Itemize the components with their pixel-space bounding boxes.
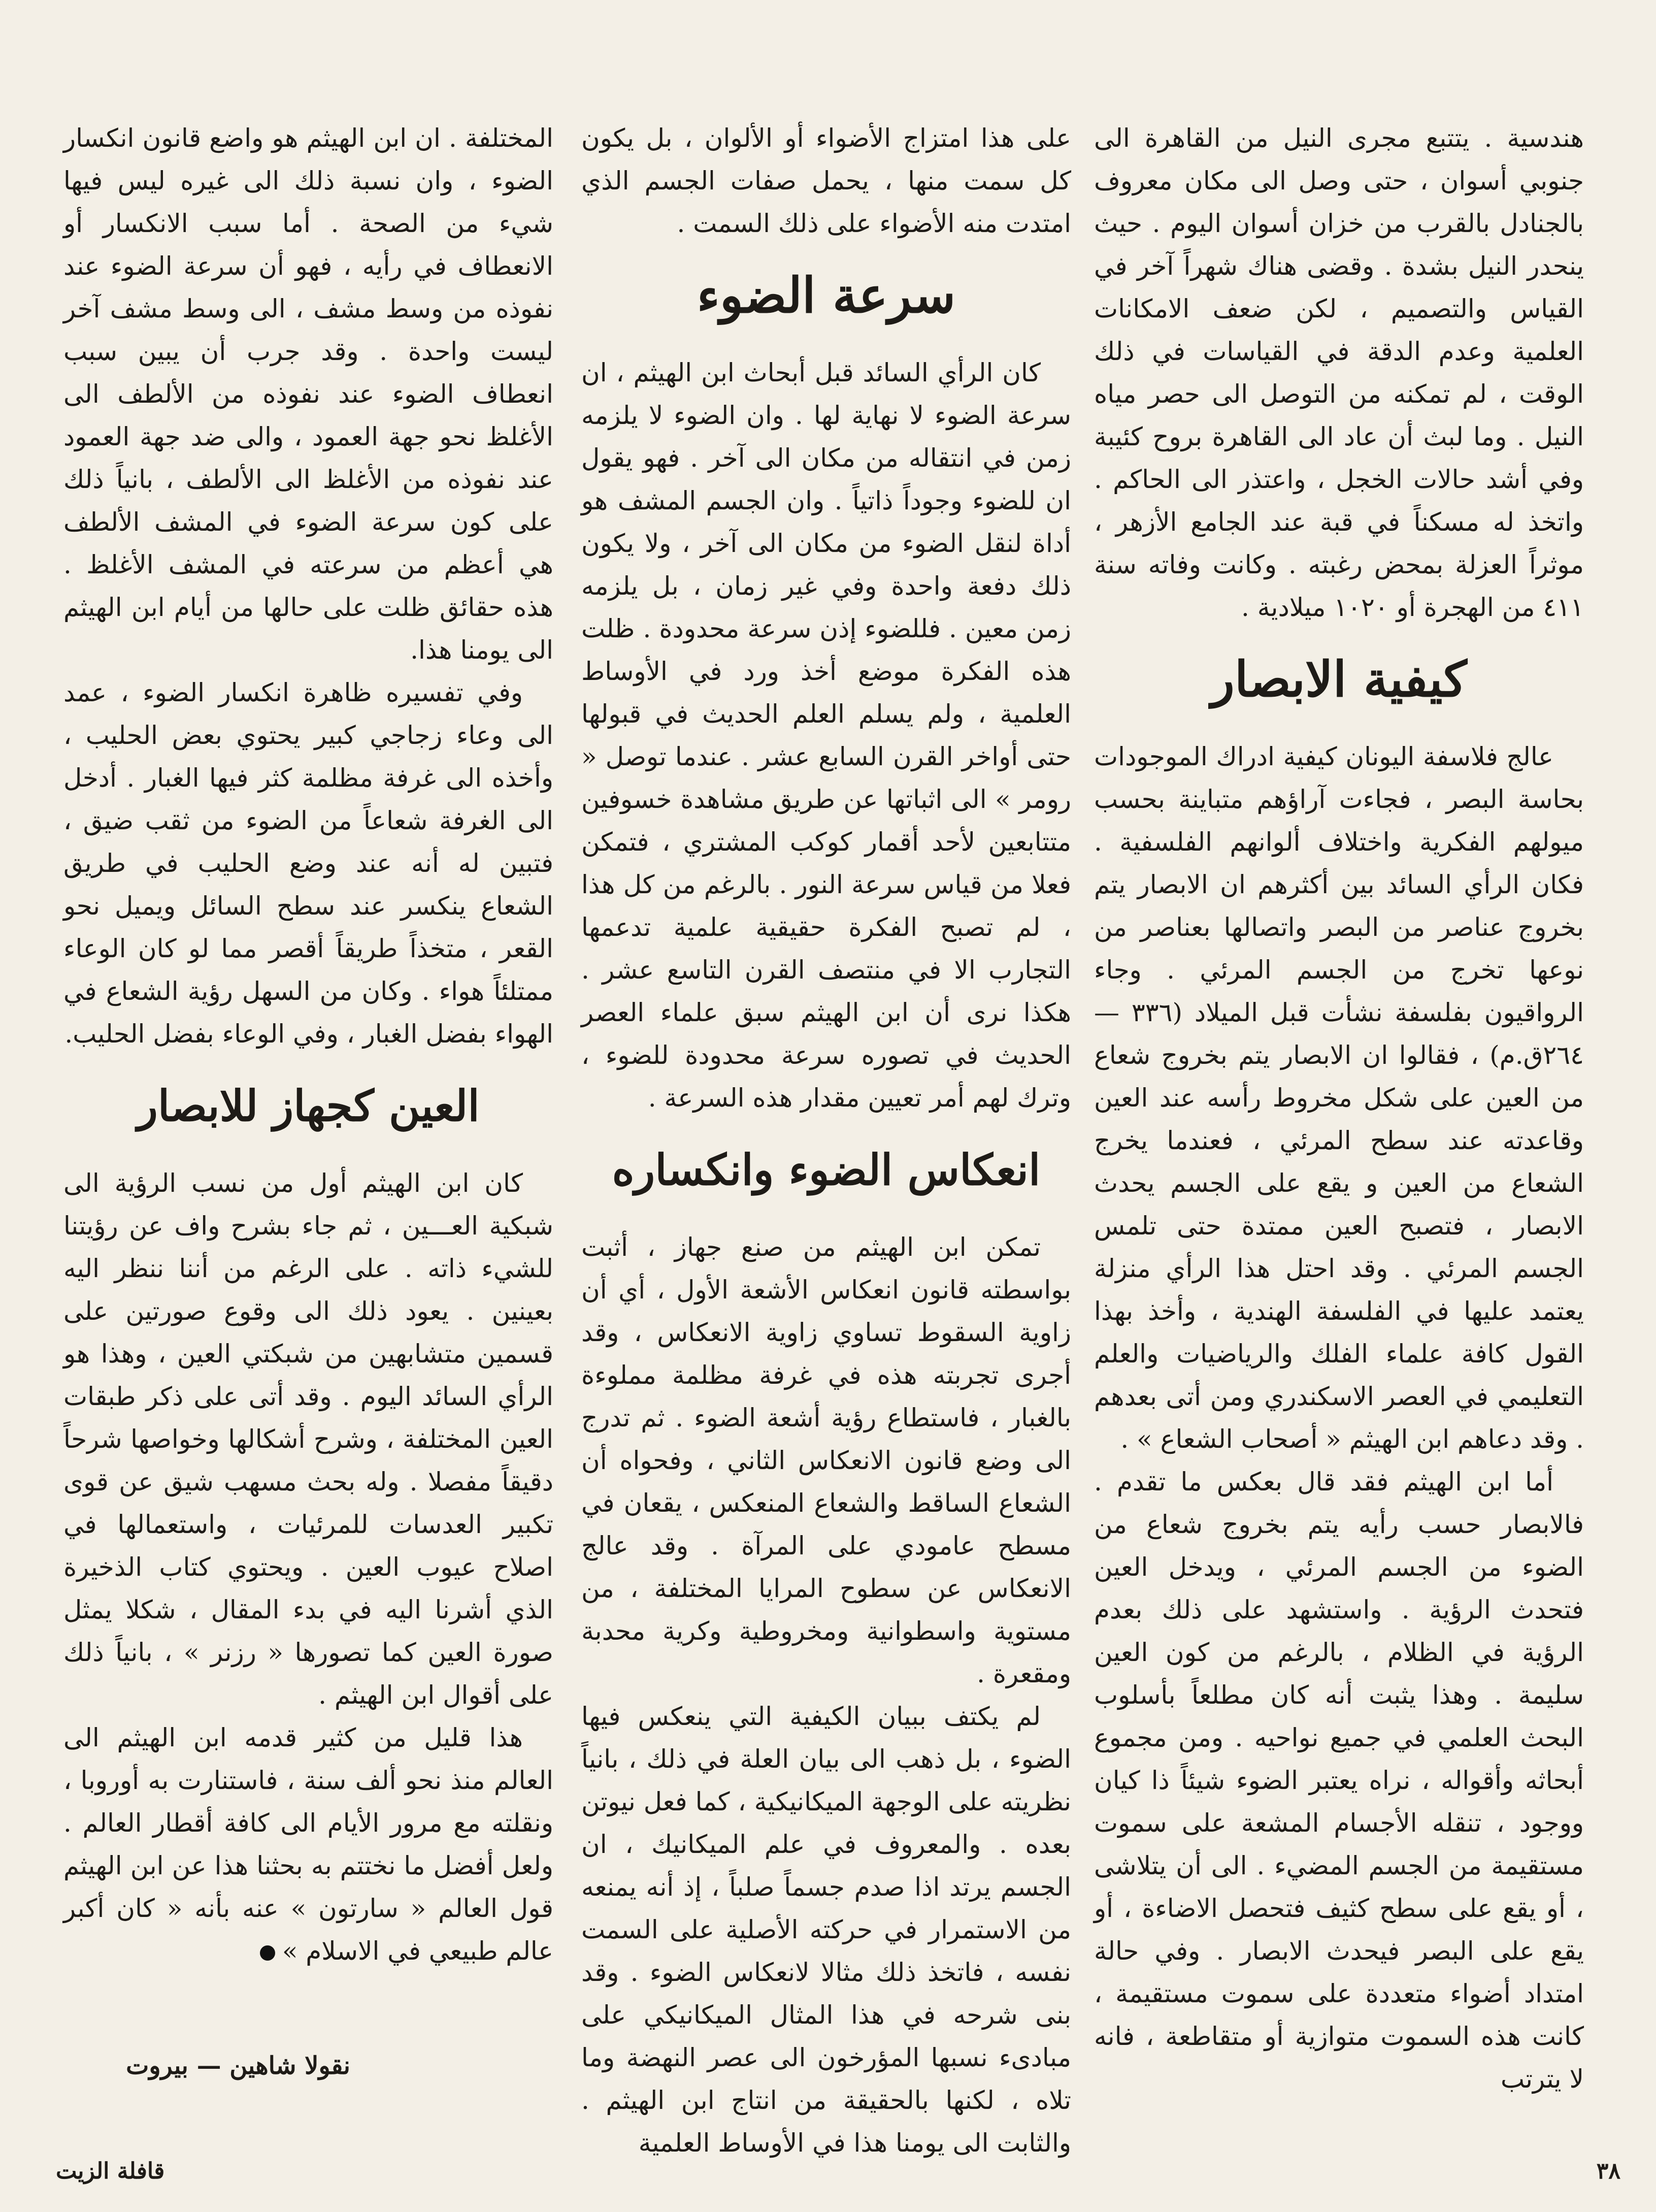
paragraph: لم يكتف ببيان الكيفية التي ينعكس فيها الضوء ، بل ذهب الى بيان العلة في ذلك ، بانياً نظريته على الوجهة الميكانيكية ، كما فعل نيوتن بعده . والمعروف في علم الميكانيك ، ان الجسم يرتد اذا صدم جسماً صلباً ، إذ أنه يمنعه من الاستمرار في حركته الأصلية على السمت نفسه ، فاتخذ ذلك مثالا لانعكاس الضوء . وقد بنى شرحه في هذا المثال الميكانيكي على مبادىء نسبها المؤرخون الى عصر النهضة وما تلاه ، لكنها بالحقيقة من انتاج ابن الهيثم . والثابت الى يومنا هذا في الأوساط العلمية	[581, 1702, 1071, 2158]
paragraph: تمكن ابن الهيثم من صنع جهاز ، أثبت بواسطته قانون انعكاس الأشعة الأول ، أي أن زاوية السقوط تساوي زاوية الانعكاس ، وقد أجرى تجربته هذه في غرفة مظلمة مملوءة بالغبار ، فاستطاع رؤية أشعة الضوء . ثم تدرج الى وضع قانون الانعكاس الثاني ، وفحواه أن الشعاع الساقط والشعاع المنعكس ، يقعان في مسطح عامودي على المرآة . وقد عالج الانعكاس عن سطوح المرايا المختلفة ، من مستوية واسطوانية ومخروطية وكرية محدبة ومقعرة .	[581, 1232, 1071, 1688]
section-heading: كيفية الابصار	[1211, 650, 1467, 708]
end-of-article-icon	[260, 1945, 275, 1961]
magazine-name: قافلة الزيت	[56, 2158, 165, 2184]
paragraph: كان ابن الهيثم أول من نسب الرؤية الى شبكية العـــين ، ثم جاء بشرح واف عن رؤيتنا للشيء ذاته . على الرغم من أننا ننظر اليه بعينين . يعود ذلك الى وقوع صورتين على قسمين متشابهين من شبكتي العين ، وهذا هو الرأي السائد اليوم . وقد أتى على ذكر طبقات العين المختلفة ، وشرح أشكالها وخواصها شرحاً دقيقاً مفصلا . وله بحث مسهب شيق عن قوى تكبير العدسات للمرئيات ، واستعمالها في اصلاح عيوب العين . ويحتوي كتاب الذخيرة الذي أشرنا اليه في بدء المقال ، شكلا يمثل صورة العين كما تصورها « رزنر » ، بانياً ذلك على أقوال ابن الهيثم .	[63, 1168, 553, 1710]
paragraph: عالج فلاسفة اليونان كيفية ادراك الموجودات بحاسة البصر ، فجاءت آراؤهم متباينة بحسب ميولهم الفكرية واختلاف ألوانهم الفلسفية . فكان الرأي السائد بين أكثرهم ان الابصار يتم بخروج عناصر من البصر واتصالها بعناصر من نوعها تخرج من الجسم المرئي . وجاء الرواقيون بفلسفة نشأت قبل الميلاد (٣٣٦ — ٢٦٤ق.م) ، فقالوا ان الابصار يتم بخروج شعاع من العين على شكل مخروط رأسه عند العين وقاعدته عند سطح المرئي ، فعندما يخرج الشعاع من العين و يقع على الجسم يحدث الابصار ، فتصبح العين ممتدة حتى تلمس الجسم المرئي . وقد احتل هذا الرأي منزلة يعتمد عليها في الفلسفة الهندية ، وأخذ بهذا القول كافة علماء الفلك والرياضيات والعلم التعليمي في العصر الاسكندري ومن أتى بعدهم . وقد دعاهم ابن الهيثم « أصحاب الشعاع » .	[1094, 742, 1584, 1454]
paragraph-text: هذا قليل من كثير قدمه ابن الهيثم الى العالم منذ نحو ألف سنة ، فاستنارت به أوروبا ، ونقلته مع مرور الأيام الى كافة أقطار العالم . ولعل أفضل ما نختتم به بحثنا هذا عن ابن الهيثم قول العالم « سارتون » عنه بأنه « كان أكبر عالم طبيعي في الاسلام »	[63, 1723, 553, 1966]
section-heading: العين كجهاز للابصار	[137, 1081, 480, 1131]
page-number: ٣٨	[1596, 2158, 1620, 2184]
paragraph	[63, 1716, 553, 1972]
article-column-left	[63, 117, 553, 1972]
article-column-middle	[581, 117, 1071, 2164]
article-column-right	[1094, 117, 1584, 2100]
paragraph: أما ابن الهيثم فقد قال بعكس ما تقدم . فالابصار حسب رأيه يتم بخروج شعاع من الضوء من الجسم المرئي ، ويدخل العين فتحدث الرؤية . واستشهد على ذلك بعدم الرؤية في الظلام ، بالرغم من كون العين سليمة . وهذا يثبت أنه كان مطلعاً بأسلوب البحث العلمي في جميع نواحيه . ومن مجموع أبحاثه وأقواله ، نراه يعتبر الضوء شيئاً ذا كيان ووجود ، تنقله الأجسام المشعة على سموت مستقيمة من الجسم المضيء . الى أن يتلاشى ، أو يقع على سطح كثيف فتحصل الاضاءة ، أو يقع على البصر فيحدث الابصار . وفي حالة امتداد أضواء متعددة على سموت مستقيمة ، كانت هذه السموت متوازية أو متقاطعة ، فانه لا يترتب	[1094, 1467, 1584, 2094]
paragraph: كان الرأي السائد قبل أبحاث ابن الهيثم ، ان سرعة الضوء لا نهاية لها . وان الضوء لا يلزمه زمن في انتقاله من مكان الى آخر . فهو يقول ان للضوء وجوداً ذاتياً . وان الجسم المشف هو أداة لنقل الضوء من مكان الى آخر ، ولا يكون ذلك دفعة واحدة وفي غير زمان ، بل يلزمه زمن معين . فللضوء إذن سرعة محدودة . ظلت هذه الفكرة موضع أخذ ورد في الأوساط العلمية ، ولم يسلم العلم الحديث في قبولها حتى أواخر القرن السابع عشر . عندما توصل « رومر » الى اثباتها عن طريق مشاهدة خسوفين متتابعين لأحد أقمار كوكب المشتري ، فتمكن فعلا من قياس سرعة النور . بالرغم من كل هذا ، لم تصبح الفكرة حقيقية علمية تدعمها التجارب الا في منتصف القرن التاسع عشر . هكذا نرى أن ابن الهيثم سبق علماء العصر الحديث في تصوره سرعة محدودة للضوء ، وترك لهم أمر تعيين مقدار هذه السرعة .	[581, 358, 1071, 1113]
author-byline: نقولا شاهين — بيروت	[126, 2052, 350, 2080]
paragraph: وفي تفسيره ظاهرة انكسار الضوء ، عمد الى وعاء زجاجي كبير يحتوي بعض الحليب ، وأخذه الى غرفة مظلمة كثر فيها الغبار . أدخل الى الغرفة شعاعاً من الضوء من ثقب ضيق ، فتبين له أنه عند وضع الحليب في طريق الشعاع ينكسر عند سطح السائل ويميل نحو القعر ، متخذاً طريقاً أقصر مما لو كان الوعاء ممتلئاً هواء . وكان من السهل رؤية الشعاع في الهواء بفضل الغبار ، وفي الوعاء بفضل الحليب.	[63, 678, 553, 1049]
paragraph: هندسية . يتتبع مجرى النيل من القاهرة الى جنوبي أسوان ، حتى وصل الى مكان معروف بالجنادل بالقرب من خزان أسوان اليوم . حيث ينحدر النيل بشدة . وقضى هناك شهراً آخر في القياس والتصميم ، لكن ضعف الامكانات العلمية وعدم الدقة في القياسات في ذلك الوقت ، لم تمكنه من التوصل الى حصر مياه النيل . وما لبث أن عاد الى القاهرة بروح كئيبة وفي أشد حالات الخجل ، واعتذر الى الحاكم . واتخذ له مسكناً في قبة عند الجامع الأزهر ، موثراً العزلة بمحض رغبته . وكانت وفاته سنة ٤١١ من الهجرة أو ١٠٢٠ ميلادية .	[1094, 123, 1584, 622]
section-heading: سرعة الضوء	[697, 267, 956, 324]
paragraph: المختلفة . ان ابن الهيثم هو واضع قانون انكسار الضوء ، وان نسبة ذلك الى غيره ليس فيها شيء من الصحة . أما سبب الانكسار أو الانعطاف في رأيه ، فهو أن سرعة الضوء عند نفوذه من وسط مشف ، الى وسط مشف آخر ليست واحدة . وقد جرب أن يبين سبب انعطاف الضوء عند نفوذه من الألطف الى الأغلظ نحو جهة العمود ، والى ضد جهة العمود عند نفوذه من الأغلظ الى الألطف ، بانياً ذلك على كون سرعة الضوء في المشف الألطف هي أعظم من سرعته في المشف الأغلظ . هذه حقائق ظلت على حالها من أيام ابن الهيثم الى يومنا هذا.	[63, 123, 553, 665]
paragraph: على هذا امتزاج الأضواء أو الألوان ، بل يكون كل سمت منها ، يحمل صفات الجسم الذي امتدت منه الأضواء على ذلك السمت .	[581, 123, 1071, 238]
section-heading: انعكاس الضوء وانكساره	[612, 1145, 1041, 1195]
